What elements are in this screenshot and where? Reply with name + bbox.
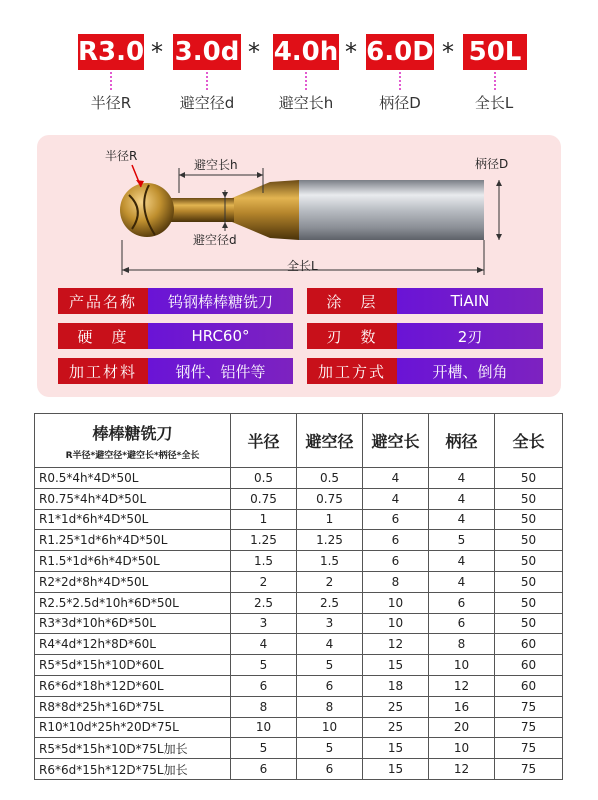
value-cell: 15 [363,655,429,676]
formula-connector [305,72,307,90]
value-cell: 0.75 [231,488,297,509]
spec-value: TiAIN [397,288,543,314]
value-cell: 25 [363,717,429,738]
value-cell: 1 [231,509,297,530]
value-cell: 10 [429,738,495,759]
table-row [35,530,563,551]
value-cell: 50 [495,613,563,634]
formula-box-radius: R3.0 [78,34,144,70]
model-cell: R1*1d*6h*4D*50L [35,509,231,530]
value-cell: 75 [495,717,563,738]
value-cell: 10 [231,717,297,738]
model-cell: R2*2d*8h*4D*50L [35,571,231,592]
spec-flutes [307,323,543,349]
spec-key: 刃 数 [307,323,397,349]
value-cell: 1.25 [231,530,297,551]
value-cell: 2 [297,571,363,592]
model-cell: R10*10d*25h*20D*75L [35,717,231,738]
value-cell: 50 [495,468,563,489]
value-cell: 4 [429,468,495,489]
column-header-radius: 半径 [231,414,297,468]
formula-header [0,0,598,125]
value-cell: 15 [363,759,429,780]
value-cell: 10 [363,613,429,634]
value-cell: 12 [429,759,495,780]
value-cell: 5 [429,530,495,551]
value-cell: 8 [429,634,495,655]
value-cell: 12 [429,675,495,696]
spec-key: 涂 层 [307,288,397,314]
value-cell: 10 [363,592,429,613]
spec-table [34,413,562,780]
model-cell: R8*8d*25h*16D*75L [35,696,231,717]
spec-product-name [58,288,293,314]
value-cell: 1.5 [231,551,297,572]
model-cell: R1.25*1d*6h*4D*50L [35,530,231,551]
value-cell: 6 [363,551,429,572]
formula-connector [206,72,208,90]
value-cell: 4 [297,634,363,655]
value-cell: 1 [297,509,363,530]
neck-diameter-label: 避空径d [193,233,237,247]
value-cell: 8 [297,696,363,717]
spec-key: 加工方式 [307,358,397,384]
model-cell: R2.5*2.5d*10h*6D*50L [35,592,231,613]
value-cell: 0.5 [231,468,297,489]
value-cell: 8 [363,571,429,592]
value-cell: 6 [363,509,429,530]
value-cell: 5 [297,738,363,759]
model-cell: R1.5*1d*6h*4D*50L [35,551,231,572]
table-subtitle: R半径*避空径*避空长*柄径*全长 [65,450,200,461]
value-cell: 5 [231,738,297,759]
value-cell: 60 [495,655,563,676]
table-row [35,592,563,613]
value-cell: 15 [363,738,429,759]
value-cell: 10 [297,717,363,738]
value-cell: 60 [495,675,563,696]
formula-label-neck-diameter: 避空径d [179,94,235,112]
model-cell: R4*4d*12h*8D*60L [35,634,231,655]
value-cell: 6 [231,675,297,696]
column-header-shank-diameter: 柄径 [429,414,495,468]
table-title-cell [35,414,231,468]
formula-connector [494,72,496,90]
value-cell: 16 [429,696,495,717]
value-cell: 50 [495,509,563,530]
table-row [35,696,563,717]
value-cell: 5 [231,655,297,676]
value-cell: 12 [363,634,429,655]
value-cell: 50 [495,571,563,592]
column-header-overall-length: 全长 [495,414,563,468]
formula-separator: * [151,38,163,66]
product-panel [37,135,561,397]
model-cell: R6*6d*18h*12D*60L [35,675,231,696]
value-cell: 20 [429,717,495,738]
table-row [35,759,563,780]
spec-key: 加工材料 [58,358,148,384]
table-row [35,738,563,759]
spec-key: 硬 度 [58,323,148,349]
formula-label-neck-length: 避空长h [278,94,334,112]
neck-length-label: 避空长h [194,158,238,172]
value-cell: 4 [231,634,297,655]
value-cell: 2 [231,571,297,592]
value-cell: 25 [363,696,429,717]
value-cell: 2.5 [231,592,297,613]
value-cell: 5 [297,655,363,676]
value-cell: 4 [429,509,495,530]
value-cell: 18 [363,675,429,696]
value-cell: 4 [429,488,495,509]
spec-value: 2刃 [397,323,543,349]
column-header-neck-length: 避空长 [363,414,429,468]
formula-box-overall-length: 50L [463,34,527,70]
value-cell: 6 [429,613,495,634]
table-row [35,717,563,738]
model-cell: R3*3d*10h*6D*50L [35,613,231,634]
value-cell: 1.5 [297,551,363,572]
value-cell: 75 [495,696,563,717]
model-cell: R5*5d*15h*10D*60L [35,655,231,676]
table-row [35,675,563,696]
model-cell: R5*5d*15h*10D*75L加长 [35,738,231,759]
table-header-row [35,414,563,468]
spec-key: 产品名称 [58,288,148,314]
table-row [35,613,563,634]
value-cell: 6 [297,675,363,696]
spec-hardness [58,323,293,349]
value-cell: 2.5 [297,592,363,613]
value-cell: 50 [495,592,563,613]
formula-separator: * [345,38,357,66]
radius-label: 半径R [105,149,138,163]
value-cell: 10 [429,655,495,676]
value-cell: 0.5 [297,468,363,489]
formula-box-neck-length: 4.0h [273,34,339,70]
table-row [35,468,563,489]
shank-diameter-label: 柄径D [475,157,509,171]
spec-process [307,358,543,384]
value-cell: 3 [231,613,297,634]
formula-label-radius: 半径R [90,94,132,112]
value-cell: 3 [297,613,363,634]
table-row [35,551,563,572]
value-cell: 6 [297,759,363,780]
table-body [35,468,563,780]
table-title: 棒棒糖铣刀 [92,423,173,443]
table-row [35,571,563,592]
model-cell: R0.5*4h*4D*50L [35,468,231,489]
table-row [35,488,563,509]
column-header-neck-diameter: 避空径 [297,414,363,468]
tool-shank [299,180,484,240]
model-cell: R6*6d*15h*12D*75L加长 [35,759,231,780]
table-row [35,634,563,655]
value-cell: 75 [495,759,563,780]
formula-separator: * [248,38,260,66]
spec-material [58,358,293,384]
value-cell: 50 [495,530,563,551]
value-cell: 6 [231,759,297,780]
formula-label-overall-length: 全长L [474,94,514,112]
spec-value: 钨钢棒棒糖铣刀 [148,288,293,314]
value-cell: 6 [429,592,495,613]
value-cell: 0.75 [297,488,363,509]
spec-value: HRC60° [148,323,293,349]
formula-box-shank-diameter: 6.0D [366,34,434,70]
table-row [35,509,563,530]
value-cell: 1.25 [297,530,363,551]
formula-separator: * [442,38,454,66]
value-cell: 8 [231,696,297,717]
formula-label-shank-diameter: 柄径D [379,94,421,112]
value-cell: 60 [495,634,563,655]
formula-box-neck-diameter: 3.0d [173,34,241,70]
table-row [35,655,563,676]
value-cell: 4 [363,488,429,509]
model-cell: R0.75*4h*4D*50L [35,488,231,509]
value-cell: 4 [429,551,495,572]
value-cell: 4 [429,571,495,592]
spec-value: 钢件、铝件等 [148,358,293,384]
value-cell: 50 [495,551,563,572]
tool-taper [232,180,299,240]
value-cell: 6 [363,530,429,551]
value-cell: 50 [495,488,563,509]
value-cell: 75 [495,738,563,759]
overall-length-label: 全长L [287,259,318,273]
value-cell: 4 [363,468,429,489]
formula-connector [110,72,112,90]
spec-value: 开槽、倒角 [397,358,543,384]
spec-coating [307,288,543,314]
formula-connector [399,72,401,90]
